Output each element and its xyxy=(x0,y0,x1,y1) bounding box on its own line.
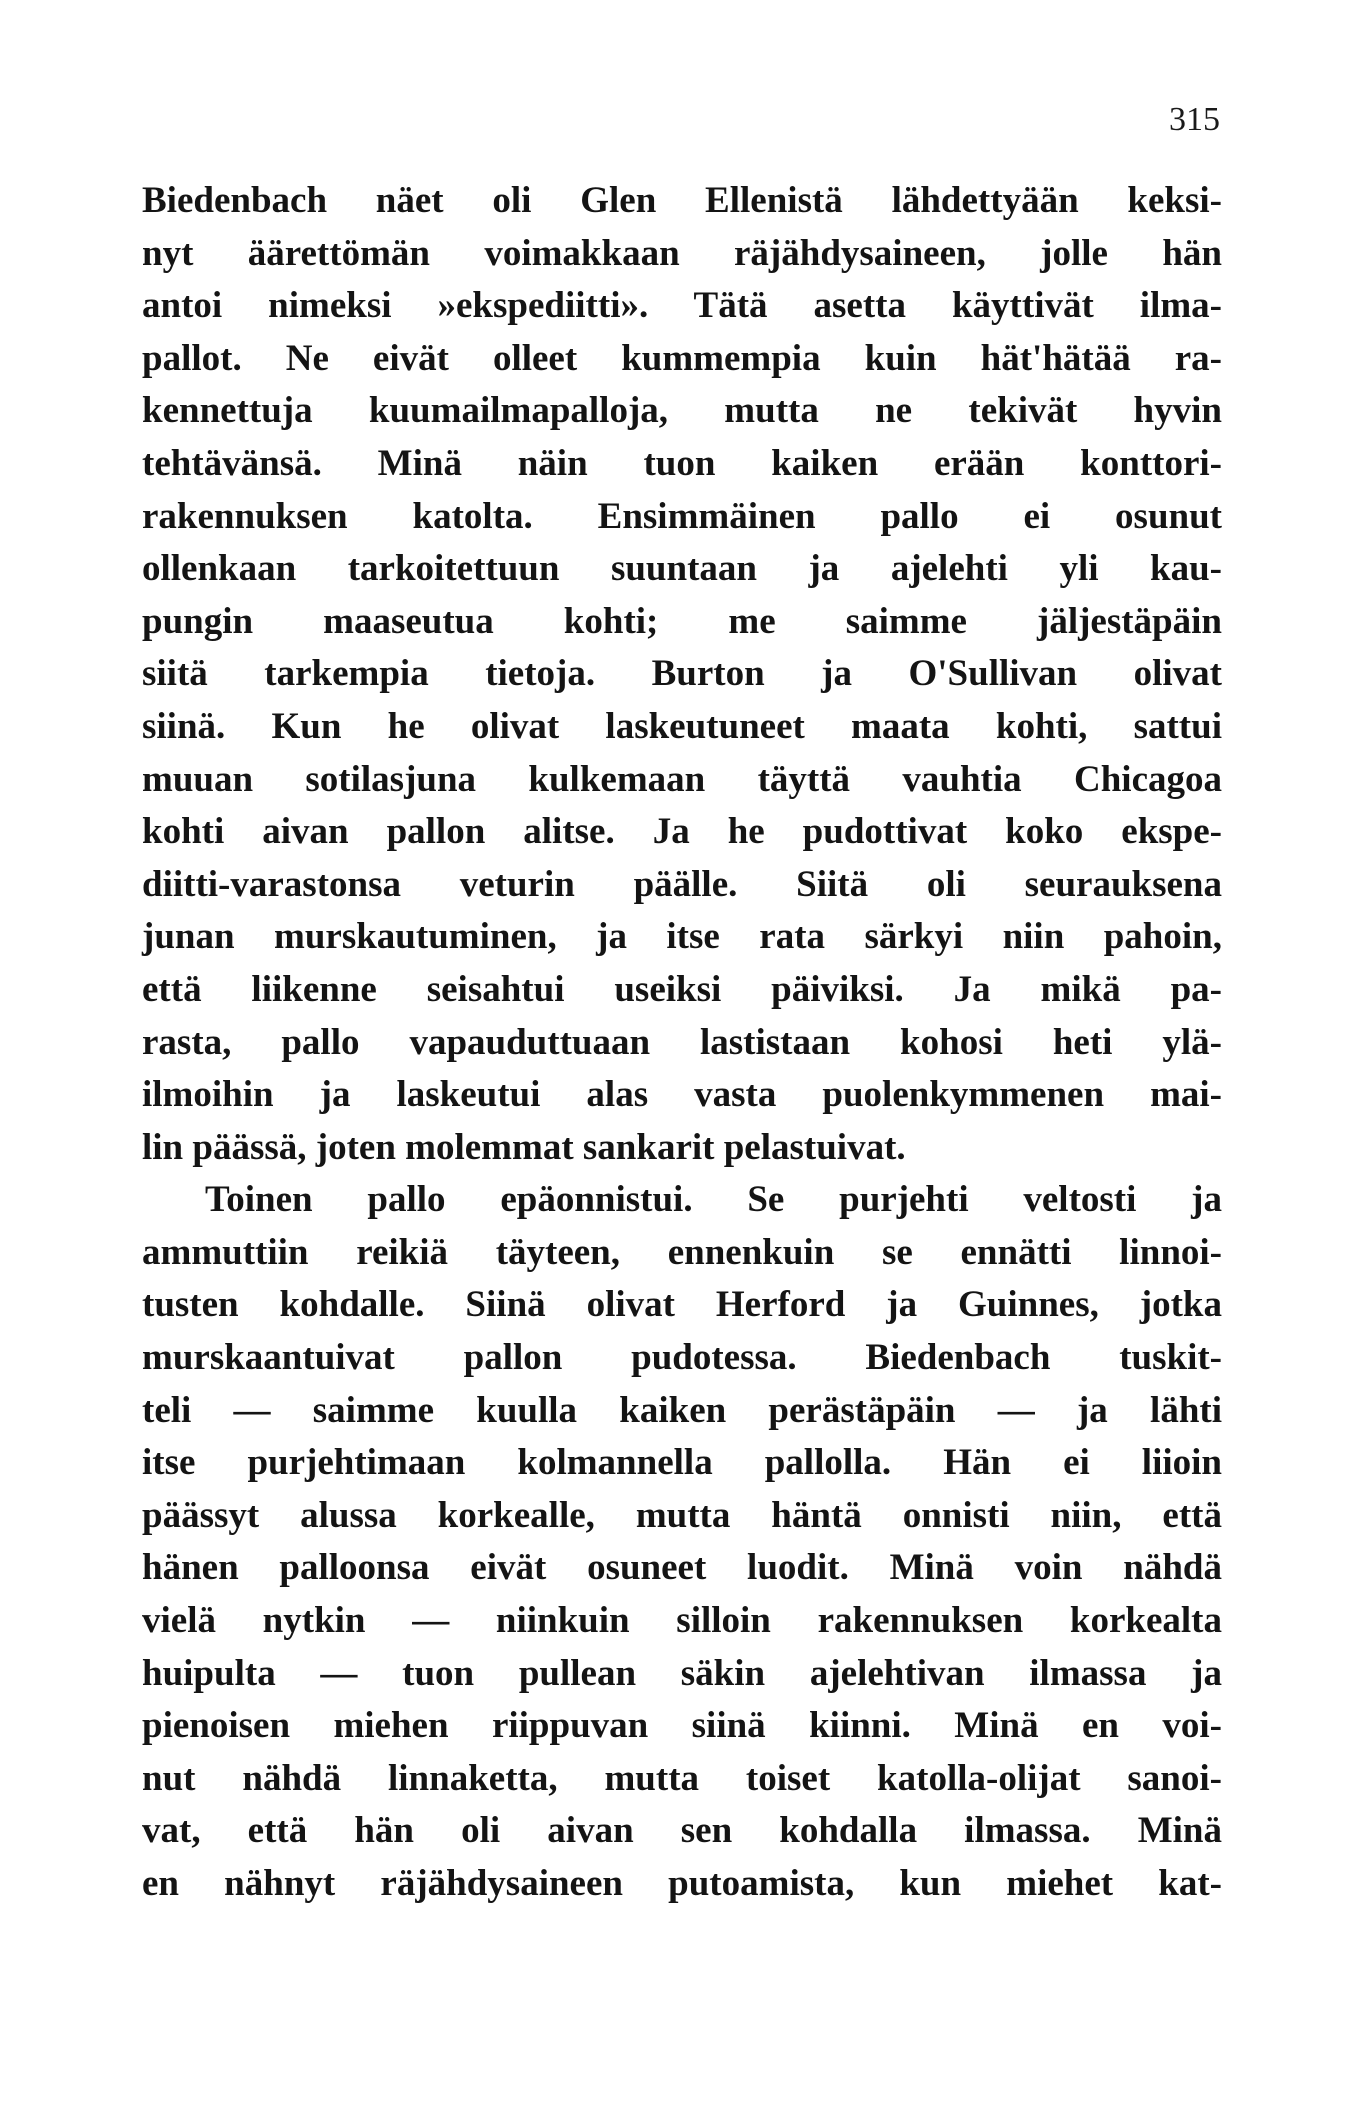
text-line: itse purjehtimaan kolmannella pallolla. Hän ei liioin xyxy=(142,1442,1222,1484)
text-line: murskaantuivat pallon pudotessa. Biedenbach tuskit- xyxy=(142,1337,1222,1379)
text-line: kohti aivan pallon alitse. Ja he pudottivat koko ekspe- xyxy=(142,811,1222,853)
text-line: Biedenbach näet oli Glen Ellenistä lähdettyään keksi- xyxy=(142,180,1222,221)
text-line: en nähnyt räjähdysaineen putoamista, kun miehet kat- xyxy=(142,1863,1222,1904)
text-line: nut nähdä linnaketta, mutta toiset katolla-olijat sanoi- xyxy=(142,1757,1222,1799)
text-line: ammuttiin reikiä täyteen, ennenkuin se ennätti linnoi- xyxy=(142,1231,1222,1273)
text-line: vielä nytkin — niinkuin silloin rakennuksen korkealta xyxy=(142,1600,1222,1642)
text-line: päässyt alussa korkealle, mutta häntä onnisti niin, että xyxy=(142,1494,1222,1536)
text-line: diitti-varastonsa veturin päälle. Siitä oli seurauksena xyxy=(142,863,1222,905)
text-line: tusten kohdalle. Siinä olivat Herford ja Guinnes, jotka xyxy=(142,1284,1222,1326)
text-line: pungin maaseutua kohti; me saimme jäljestäpäin xyxy=(142,600,1222,642)
text-line: rakennuksen katolta. Ensimmäinen pallo ei osunut xyxy=(142,495,1222,537)
page-number: 315 xyxy=(1169,101,1220,138)
text-line: ilmoihin ja laskeutui alas vasta puolenkymmenen mai- xyxy=(142,1074,1222,1116)
text-line: pallot. Ne eivät olleet kummempia kuin hät'hätää ra- xyxy=(142,337,1222,379)
body-text xyxy=(142,175,1222,1911)
text-line: tehtävänsä. Minä näin tuon kaiken erään konttori- xyxy=(142,442,1222,484)
text-line: junan murskautuminen, ja itse rata särkyi niin pahoin, xyxy=(142,916,1222,958)
text-line: antoi nimeksi »ekspediitti». Tätä asetta käyttivät ilma- xyxy=(142,285,1222,327)
text-line: teli — saimme kuulla kaiken perästäpäin — ja lähti xyxy=(142,1389,1222,1431)
text-line: siitä tarkempia tietoja. Burton ja O'Sullivan olivat xyxy=(142,653,1222,695)
text-line: huipulta — tuon pullean säkin ajelehtivan ilmassa ja xyxy=(142,1652,1222,1694)
paragraph-start-line: Toinen pallo epäonnistui. Se purjehti veltosti ja xyxy=(205,1179,1222,1221)
text-line: siinä. Kun he olivat laskeutuneet maata kohti, sattui xyxy=(142,705,1222,747)
text-line: nyt äärettömän voimakkaan räjähdysaineen, jolle hän xyxy=(142,232,1222,274)
text-line: vat, että hän oli aivan sen kohdalla ilmassa. Minä xyxy=(142,1810,1222,1852)
text-line: ollenkaan tarkoitettuun suuntaan ja ajelehti yli kau- xyxy=(142,548,1222,590)
paragraph-end-line: lin päässä, joten molemmat sankarit pelastuivat. xyxy=(142,1126,906,1168)
text-line: että liikenne seisahtui useiksi päiviksi. Ja mikä pa- xyxy=(142,968,1222,1010)
text-line: kennettuja kuumailmapalloja, mutta ne tekivät hyvin xyxy=(142,390,1222,432)
text-line: muuan sotilasjuna kulkemaan täyttä vauhtia Chicagoa xyxy=(142,758,1222,800)
text-line: hänen palloonsa eivät osuneet luodit. Minä voin nähdä xyxy=(142,1547,1222,1589)
text-line: rasta, pallo vapauduttuaan lastistaan kohosi heti ylä- xyxy=(142,1021,1222,1063)
text-line: pienoisen miehen riippuvan siinä kiinni. Minä en voi- xyxy=(142,1705,1222,1747)
